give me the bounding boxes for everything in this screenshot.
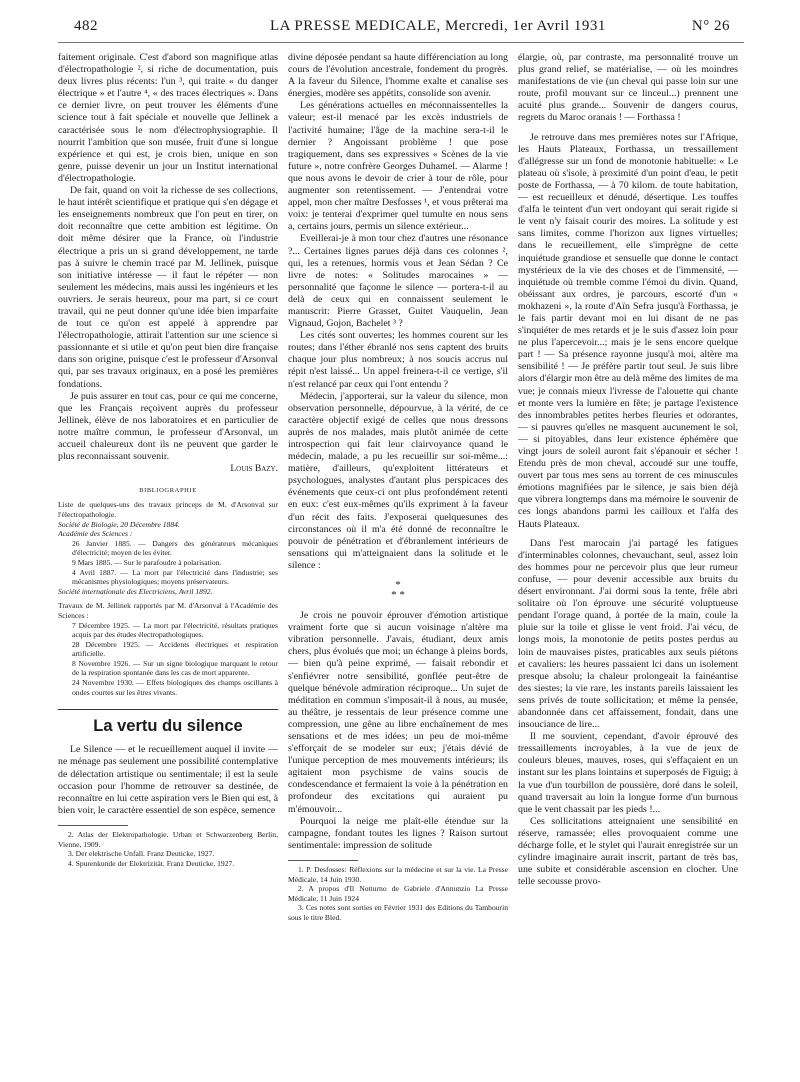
bib-entry: Société de Biologie, 20 Décembre 1884.: [58, 519, 180, 529]
page-number: 482: [74, 18, 98, 34]
page-header: [74, 18, 730, 38]
paragraph: élargie, où, par contraste, ma personnalité trouve un plus grand relief, se matérialise, — où les moindres manifestations de vie (un cheval qui passe loin sur une route, profil mouvant sur ce linceul...) prennent une acuité plus grande... Souvenir de dangers courus, regrets du Maroc oranais ! — Forthassa !: [518, 52, 738, 124]
author-signature: Louis Bazy.: [230, 464, 278, 475]
paragraph: faitement originale. C'est d'abord son magnifique atlas d'électropathologie ², si riche de documentation, puis deux livres plus récents: l'un ³, qui traite « du danger électrique » et l'autre ⁴, « des traces électriques ». Dans ce dernier livre, on peut trouver les éléments d'une science tout à fait spéciale et nouvelle que Jellinek a caractérisée sous le nom d'électrophysiographie. Il nourrit l'ambition que son musée, fruit d'une si longue expérience et qui est, je crois bien, unique en son genre, puisse devenir un jour un Institut international d'électropathologie.: [58, 52, 278, 184]
footnote-rule: [58, 825, 128, 826]
paragraph: Je retrouve dans mes premières notes sur l'Afrique, les Hauts Plateaux, Forthassa, un tressaillement d'allégresse sur un fond de monotonie habituelle: « Le plateau où s'isole, à proximité d'un point d'eau, le petit poste de Forthassa, — à 70 kilom. de toute habitation, — est recueilleux et dénudé, désertique. Les touffes d'alfa le teintent d'un vert ondoyant qui serait rigide si le vent n'y faisait courir des moires. La solitude y est sans limites, comme l'horizon aux lignes virtuelles; dans le recueillement, elle s'imprègne de cette inquiétude grandiose et sensuelle que donne le contact mystérieux de la vie des choses et de l'immensité, — inquiétude où tremble comme l'émoi du divin. Quand, obéissant aux ordres, je parcours, escorté d'un « mokhazeni », la route d'Aïn Sefra jusqu'à Forthassa, je le fais partir devant moi en lui disant de ne pas s'inquiéter de mes retards et je le suis d'assez loin pour ne plus l'apercevoir...; mais je le sens encore quelque part ! — Sa présence rayonne jusqu'à moi, altère ma sensibilité ! — Je préfère partir tout seul. Je suis libre alors d'élargir mon être au delà même des limites de ma vue; je connais mieux l'ivresse de l'alouette qui chante et monte vers la lumière en fête; je partage l'existence des innombrables petites herbes fleuries et odorantes, — si pauvres qu'elles ne masquent aucunement le sol, — si pitoyables, dans leur existence éphémère que vingt jours de soleil auront fait s'épanouir et sécher ! Etendu près de mon cheval, accoudé sur une touffe, ouvert par tous mes sens au torrent de ces minuscules émotions magnifiées par le silence, je sais bien déjà que vibrera longtemps dans ma mémoire le souvenir de ces longs abandons parmi les cailloux et l'alfa des Hauts Plateaux.: [518, 131, 738, 530]
bib-entry: 4 Avril 1887. — La mort par l'électricité dans l'industrie; ses mécanismes physiologiques; moyens préservateurs.: [72, 567, 278, 587]
paragraph: Il me souvient, cependant, d'avoir éprouvé des tressaillements incroyables, à la vue de jeux de couleurs bleues, mauves, roses, qui s'effaçaient en un instant sur les plans lointains et superposés de Figuig; à la vue d'un tourbillon de poussière, doré dans le soleil, quand traversait au loin la longue forme d'un burnous que le vent chassait par les pieds !...: [518, 731, 738, 815]
bib-entry: 7 Décembre 1925. — La mort par l'électricité, résultats pratiques acquis par des études électropathologiques.: [72, 620, 278, 640]
footnote: 2. A propos d'Il Notturno de Gabriele d'Annunzio La Presse Médicale, 11 Juin 1924: [288, 884, 508, 903]
paragraph: Les générations actuelles en méconnaissentelles la valeur; est-il menacé par les excès industriels de l'activité humaine; l'âge de la machine sera-t-il le dernier ? Angoissant problème ! que pose tragiquement, dans ses expressives « Scènes de la vie future », notre confrère Georges Duhamel. — Alarme ! que nous avons le devoir de crier à tour de rôle, pour augmenter son retentissement. — J'entendrai votre appel, mon cher maître Desfosses ¹, et vous prêterai ma voix: je tenterai d'exprimer quel tumulte en nous sens a, certains jours, permis un silence extérieur...: [288, 100, 508, 233]
paragraph: Eveillerai-je à mon tour chez d'autres une résonance ?... Certaines lignes parues déjà dans ces colonnes ², qui, les a retenues, hormis vous et Jean Sédan ? Ce livre de notes: « Solitudes marocaines » — personnalité que façonne le silence — portera-t-il au delà de ceux qui en connaissent seulement le manuscrit: Pierre Grasset, Guitet Vauquelin, Jean Vignaud, Gojon, Bachelet ³ ?: [288, 233, 508, 330]
bib-entry: Société internationale des Electriciens, Avril 1892.: [58, 586, 213, 596]
bib-entry: Travaux de M. Jellinek rapportés par M. d'Arsonval à l'Académie des Sciences :: [58, 601, 278, 620]
star-line: *: [395, 579, 401, 592]
column-3: [518, 52, 738, 1072]
bib-entry: 24 Novembre 1930. — Effets biologiques des champs oscillants à ondes courtes sur les êtres vivants.: [72, 678, 278, 697]
bibliography-title: BIBLIOGRAPHIE: [139, 487, 197, 495]
paragraph: Je crois ne pouvoir éprouver d'émotion artistique vraiment forte que si aucun voisinage n'altère ma vibration personnelle. J'avais, étudiant, deux amis chers, plus évolués que moi; un échange à pleins bords, — bien qu'à peine exprimé, — faisait rebondir et s'enfiévrer notre sensibilité, gonflée peut-être de quelque bénévole admiration réciproque... Un sujet de méditation en commun s'imposait-il à nous, au musée, au théâtre, je ressentais de leur présence comme une compression, une gêne au libre enchaînement de mes sensations et de mes idées; un peu de moi-même s'efforçait de se modeler sur eux; j'étais dévié de l'unique perception de mes mouvements intérieurs; ils agitaient mon psychisme de vains soucis de condescendance et fermaient la voie à la pénétration en profondeur des excitations qui auraient pu m'émouvoir...: [288, 610, 508, 815]
footnote: 3. Der elektrische Unfall. Franz Deuticke, 1927.: [68, 849, 215, 859]
paragraph: Les cités sont ouvertes; les hommes courent sur les routes; dans l'éther ébranlé nos sens captent des bruits chaque jour plus nombreux; à nos soucis accrus nul répit n'est laissé... Un appel freinera-t-il ce vertige, s'il n'est relancé par ceux qui l'ont entendu ?: [288, 330, 508, 390]
footnote: 2. Atlas der Elektropathologie. Urban et Schwarzenberg Berlin, Vienne, 1909.: [58, 829, 278, 849]
paragraph: Ces sollicitations atteignaient une sensibilité en réserve, ramassée; elles provoquaient comme une décharge folle, et le stylet qui l'aurait enregistrée sur un cylindre imaginaire aurait inscrit, partant de très bas, une subite et considérable ascension en clocher. Une telle secousse provo-: [518, 815, 738, 888]
footnote: 1. P. Desfosses: Réflexions sur la médecine et sur la vie. La Presse Médicale, 14 Juin 1930.: [288, 864, 508, 884]
header-rule: [58, 42, 744, 43]
star-line: * *: [391, 589, 405, 602]
bib-entry: Liste de quelques-uns des travaux princeps de M. d'Arsonval sur l'électropathologie.: [58, 500, 278, 519]
footnote: 4. Spurenkunde der Elektrizität. Franz Deuticke, 1927.: [68, 858, 235, 868]
bib-entry: Académie des Sciences :: [58, 529, 133, 539]
spacer: [518, 125, 738, 132]
issue-number: N° 26: [691, 18, 730, 34]
section-title: La vertu du silence: [93, 717, 243, 736]
column-2: [288, 52, 508, 1072]
section-rule: [58, 709, 278, 710]
section-stars: [288, 580, 508, 600]
paragraph: De fait, quand on voit la richesse de ses collections, le haut intérêt scientifique et pratique qui s'en dégage et les enseignements nombreux que l'on peut en tirer, on doit reconnaître que cette ambition est légitime. On doit même désirer que la France, où l'industrie électrique a pris un si grand développement, ne tarde pas à suivre le chemin tracé par M. Jellinek, puisque son initiative intéresse — il faut le répéter — non seulement les médecins, mais aussi les ingénieurs et les ouvriers. Je serais heureux, pour ma part, si ce court travail, qui ne peut donner qu'une idée bien imparfaite de tout ce qu'on est appelé à apprendre par l'électropathologie, attirait l'attention sur une science si passionnante et si utile et qu'on peut bien dire française dans son origine, puisque c'est le professeur d'Arsonval qui, par ses travaux originaux, en a posé les premières fondations.: [58, 185, 278, 390]
paragraph: Dans l'est marocain j'ai partagé les fatigues d'interminables colonnes, chevauchant, seul, assez loin des hommes pour ne percevoir plus que leur rumeur confuse, — pour devenir accessible aux bruits du désert environnant. J'ai dormi sous la tente, frêle abri solitaire où l'on éprouve une sécurité voluptueuse pendant l'orage quand, à portée de la main, coule la pluie sur la toile et glisse le vent froid. J'ai vécu, de longs mois, la monotonie de petits postes perdus au loin de mauvaises pistes, praticables aux seuls piétons et cavaliers: les heures passaient lci dans un isolement presque absolu; la chaleur prolongeait la fainéantise des siestes; la vie rare, les instants pareils laissaient les sens privés de toute sollicitation; et même la pensée, abandonnée dans cet affaissement, fondait, dans une insouciance de lire...: [518, 537, 738, 731]
footnote: 3. Ces notes sont sorties en Février 1931 des Editions du Tambourin sous le titre Bled.: [288, 903, 508, 922]
journal-title: LA PRESSE MEDICALE, Mercredi, 1er Avril 1931: [270, 18, 606, 34]
bib-entry: 8 Novembre 1926. — Sur un signe biologique marquant le retour de la respiration spontanée dans les cas de mort apparente.: [72, 658, 278, 678]
bib-entry: 28 Décembre 1925. — Accidents électriques et respiration artificielle.: [72, 639, 278, 659]
paragraph: Médecin, j'apporterai, sur la valeur du silence, mon observation personnelle, dépourvue, à la vérité, de ce caractère objectif exigé de celles que nous dressons auprès de nos malades, mais plutôt animée de cette introspection qui fait leur clairvoyance quand le médecin, malade, a pu les recueillir sur soi-même...: matière, d'ailleurs, qu'exploitent littérateurs et psychologues, analystes d'autant plus perspicaces des événements que ceux-ci ont plus profondément retenti en eux: c'est eux-mêmes qu'ils expriment à la faveur d'un récit des faits. J'exposerai quelquesunes des circonstances où il m'a été donné de reconnaître le pouvoir de pénétration et d'ébranlement intérieurs de sensations qui m'atteignaient dans la solitude et le silence :: [288, 390, 508, 571]
bib-entry: 26 Janvier 1885. — Dangers des générateurs mécaniques d'électricité; moyen de les éviter.: [72, 538, 278, 558]
paragraph: Je puis assurer en tout cas, pour ce qui me concerne, que les Français reçoivent auprès du professeur Jellinek, élève de nos laboratoires et en particulier de notre maître commun, le professeur d'Arsonval, un accueil chaleureux dont ils ne peuvent que garder le plus reconnaissant souvenir.: [58, 390, 278, 463]
paragraph: divine déposée pendant sa haute différenciation au long cours de l'évolution ancestrale, fondement du progrès. A la faveur du Silence, l'homme exalte et canalise ses énergies, modère ses appétits, consolide son avenir.: [288, 52, 508, 100]
bib-entry: 9 Mars 1885. — Sur le parafoudre à polarisation.: [72, 557, 222, 567]
bibliography: [58, 500, 278, 697]
paragraph: Le Silence — et le recueillement auquel il invite — ne ménage pas seulement une possibilité contemplative de délectation artistique ou sentimentale; il est la seule occasion pour l'homme de retrouver sa destinée, de reconnaître en lui cette aspiration vers le Bien qui est, à bien voir, le caractère essentiel de son espèce, semence: [58, 744, 278, 816]
footnote-rule: [288, 860, 358, 861]
spacer: [518, 531, 738, 538]
paragraph: Pourquoi la neige me plaît-elle étendue sur la campagne, fondant toutes les lignes ? Raison surtout sentimentale: impression de solitude: [288, 815, 508, 851]
column-1: [58, 52, 278, 1072]
